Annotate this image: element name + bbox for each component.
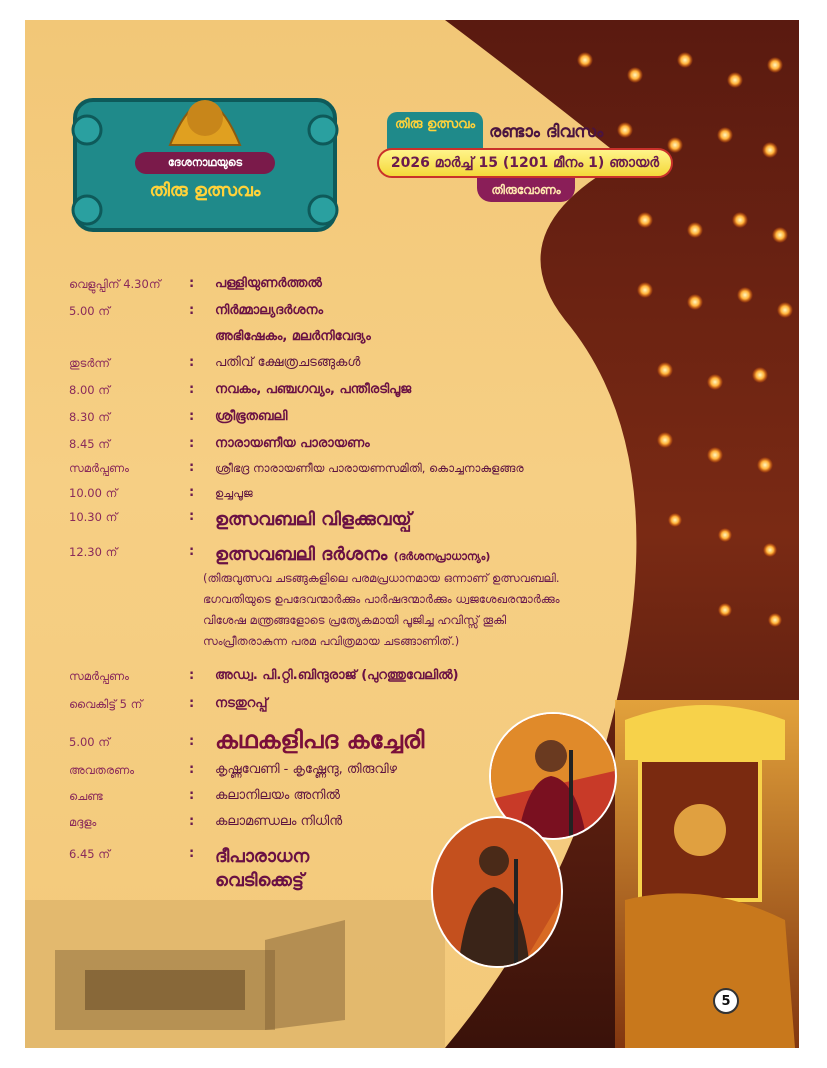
schedule-event: കലാനിലയം അനിൽ (215, 788, 340, 803)
schedule-colon: : (189, 544, 195, 559)
schedule-row (69, 460, 524, 476)
schedule-event-suffix: (ദർശനപ്രാധാന്യം) (393, 550, 491, 563)
schedule-event: കലാമണ്ഡലം നിധിൻ (215, 814, 343, 829)
schedule-time: തുടർന്ന് (69, 356, 110, 370)
schedule-colon: : (189, 485, 195, 500)
schedule-event: ഉച്ചപൂജ (215, 486, 253, 500)
schedule-row (69, 409, 287, 425)
schedule-event: വെടിക്കെട്ട് (215, 870, 304, 891)
schedule-event: പതിവ് ക്ഷേത്രചടങ്ങുകൾ (215, 355, 361, 370)
schedule-event: കൃഷ്ണവേണി - കൃഷ്ണേന്ദു, തിരുവിഴ (215, 762, 397, 777)
schedule-colon: : (189, 668, 195, 683)
schedule-time: 8.45 ന് (69, 437, 110, 451)
schedule-row (69, 276, 322, 292)
schedule-row (69, 788, 340, 804)
note-line: സംപ്രീതരാകുന്ന പരമ പവിത്രമായ ചടങ്ങാണിത്.) (203, 634, 460, 648)
logo-line2: തിരു ഉത്സവം (149, 180, 261, 201)
schedule-event: കഥകളിപദ കച്ചേരി (215, 726, 425, 754)
schedule-time: 8.00 ന് (69, 383, 110, 397)
date-text: 2026 മാർച്ച് 15 (1201 മീനം 1) ഞായർ (390, 155, 660, 171)
schedule-colon: : (189, 509, 195, 524)
brochure-page (25, 20, 799, 1048)
schedule-time: 5.00 ന് (69, 735, 110, 749)
logo-line1: ദേശനാഥയുടെ (167, 156, 243, 169)
schedule-time: 12.30 ന് (69, 545, 118, 559)
header-badge-text: തിരു ഉത്സവം (394, 117, 476, 132)
schedule-row (69, 509, 411, 531)
schedule-time: 10.30 ന് (69, 510, 118, 524)
schedule-row (69, 814, 342, 830)
page-number: 5 (713, 988, 739, 1014)
schedule-colon: : (189, 409, 195, 424)
schedule (25, 20, 799, 1048)
schedule-time: 5.00 ന് (69, 304, 110, 318)
note-line: (തിരുവുത്സവ ചടങ്ങുകളിലെ പരമപ്രധാനമായ ഒന്നാണ് ഉത്സവബലി. (203, 571, 560, 585)
schedule-colon: : (189, 436, 195, 451)
schedule-time: അവതരണം (69, 763, 135, 777)
schedule-row (69, 382, 411, 398)
schedule-colon: : (189, 460, 195, 475)
schedule-time: 10.00 ന് (69, 486, 118, 500)
schedule-colon: : (189, 276, 195, 291)
schedule-event: ദീപാരാധന (215, 846, 310, 867)
schedule-event: നടതുറപ്പ് (215, 696, 268, 711)
schedule-time: വൈകിട്ട് 5 ന് (69, 697, 143, 711)
schedule-row (69, 329, 371, 345)
schedule-time: 6.45 ന് (69, 847, 110, 861)
schedule-row (69, 870, 304, 892)
schedule-time: 8.30 ന് (69, 410, 110, 424)
schedule-colon: : (189, 734, 195, 749)
schedule-time: സമർപ്പണം (69, 669, 129, 683)
note-line: വിശേഷ മന്ത്രങ്ങളോടെ പ്രത്യേകമായി പൂജിച്ച ഹവിസ്സ് തൂകി (203, 613, 507, 627)
schedule-event: നവകം, പഞ്ചഗവ്യം, പന്തീരടിപൂജ (215, 382, 412, 397)
schedule-time: ചെണ്ട (69, 789, 103, 803)
schedule-event: ശ്രീഭൂതബലി (215, 409, 288, 424)
schedule-row (69, 726, 424, 754)
schedule-colon: : (189, 814, 195, 829)
schedule-time: മദ്ദളം (69, 815, 97, 829)
schedule-event: നാരായണീയ പാരായണം (215, 436, 370, 451)
schedule-row (69, 668, 459, 684)
schedule-colon: : (189, 846, 195, 861)
schedule-event: നിർമ്മാല്യദർശനം (215, 303, 324, 318)
schedule-colon: : (189, 382, 195, 397)
schedule-row (69, 355, 360, 371)
schedule-event: പള്ളിയുണർത്തൽ (215, 276, 322, 291)
schedule-colon: : (189, 762, 195, 777)
schedule-event: അഡ്വ. പി.റ്റി.ബിന്ദുരാജ് (പുറത്തുവേലിൽ) (215, 668, 459, 683)
performer-photo-2 (430, 815, 564, 969)
schedule-row (69, 303, 323, 319)
star-label: തിരുവോണം (477, 178, 575, 202)
schedule-row (69, 762, 397, 778)
schedule-event: ശ്രീഭദ്ര നാരായണീയ പാരായണസമിതി, കൊച്ചനാകുളങ്ങര (215, 461, 524, 475)
schedule-colon: : (189, 303, 195, 318)
day-label: രണ്ടാം ദിവസം (489, 122, 604, 142)
schedule-row (69, 696, 268, 712)
schedule-event (215, 544, 490, 568)
schedule-time: വെളുപ്പിന് 4.30ന് (69, 277, 161, 291)
schedule-colon: : (189, 788, 195, 803)
schedule-colon: : (189, 355, 195, 370)
schedule-row (69, 846, 309, 868)
schedule-time: സമർപ്പണം (69, 461, 129, 475)
schedule-row (69, 436, 370, 452)
schedule-event: അഭിഷേകം, മലർനിവേദ്യം (215, 329, 371, 344)
schedule-colon: : (189, 696, 195, 711)
schedule-event: ഉത്സവബലി വിളക്കുവയ്പ് (215, 509, 412, 530)
schedule-row (69, 544, 490, 568)
note-line: ഭഗവതിയുടെ ഉപദേവന്മാർക്കും പാർഷദന്മാർക്കും ധ്വജശേഖരന്മാർക്കും (203, 592, 560, 606)
schedule-row (69, 485, 253, 501)
schedule-event-title: ഉത്സവബലി ദർശനം (215, 544, 388, 565)
